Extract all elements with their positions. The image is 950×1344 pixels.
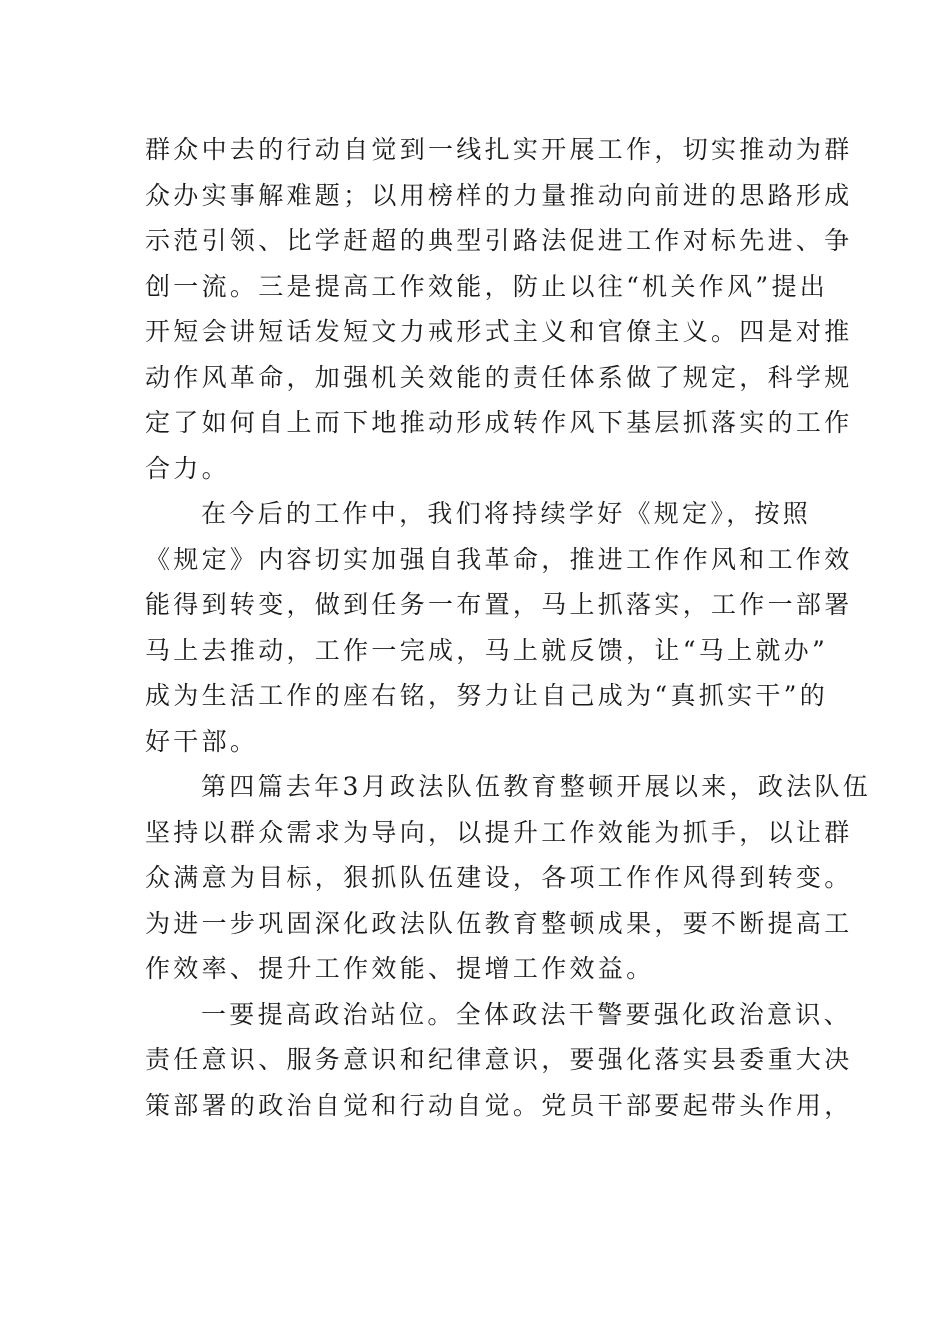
text-line: 创一流。三是提高工作效能，防止以往“机关作风”提出 [145,271,829,301]
text-line: 众满意为目标，狠抓队伍建设，各项工作作风得到转变。 [145,863,853,892]
paragraph-first-line: 在今后的工作中，我们将持续学好《规定》，按照 [201,499,812,528]
text-line: 为进一步巩固深化政法队伍教育整顿成果，要不断提高工 [145,908,853,938]
text-line: 示范引领、比学赶超的典型引路法促进工作对标先进、争 [145,226,853,255]
text-line: 定了如何自上而下地推动形成转作风下基层抓落实的工作 [145,408,853,437]
text-line: 合力。 [145,453,230,483]
text-line: 策部署的政治自觉和行动自觉。党员干部要起带头作用， [145,1090,853,1120]
text-line: 《规定》内容切实加强自我革命，推进工作作风和工作效 [145,544,853,574]
text-line: 群众中去的行动自觉到一线扎实开展工作，切实推动为群 [145,135,853,164]
text-line: 坚持以群众需求为导向，以提升工作效能为抓手，以让群 [145,817,853,847]
text-line: 好干部。 [145,726,259,756]
paragraph-first-line: 一要提高政治站位。全体政法干警要强化政治意识、 [201,999,852,1029]
paragraph-first-line: 第四篇去年3月政法队伍教育整顿开展以来，政法队伍 [201,772,872,801]
text-line: 能得到转变，做到任务一布置，马上抓落实，工作一部署 [145,590,853,619]
text-line: 成为生活工作的座右铭，努力让自己成为“真抓实干”的 [145,681,829,710]
text-line: 责任意识、服务意识和纪律意识，要强化落实县委重大决 [145,1045,853,1074]
text-line: 开短会讲短话发短文力戒形式主义和官僚主义。四是对推 [145,317,853,346]
text-line: 众办实事解难题；以用榜样的力量推动向前进的思路形成 [145,180,853,210]
body-text [145,127,872,1128]
text-line: 动作风革命，加强机关效能的责任体系做了规定，科学规 [145,362,853,392]
text-line: 作效率、提升工作效能、提增工作效益。 [145,954,655,983]
text-line: 马上去推动，工作一完成，马上就反馈，让“马上就办” [145,635,829,665]
